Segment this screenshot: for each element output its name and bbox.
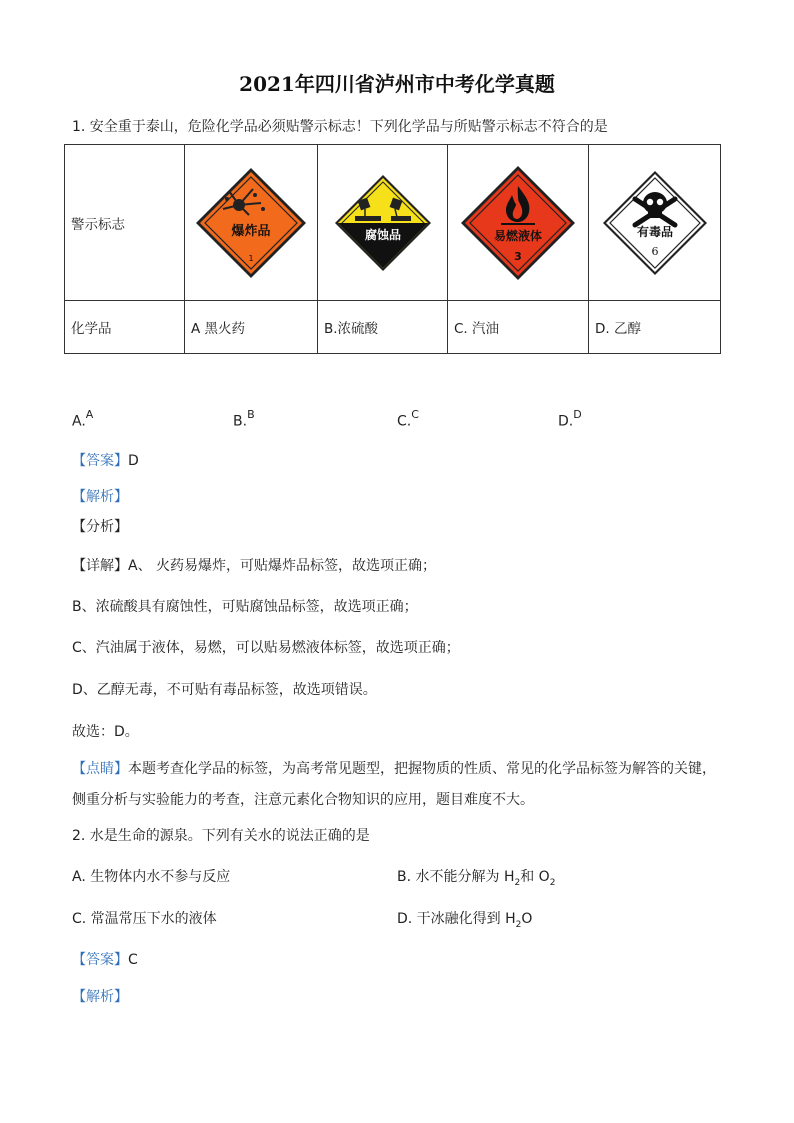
sign-label: 易燃液体 [493, 228, 543, 243]
q1-comment-2: 侧重分析与实验能力的考查，注意元素化合物知识的应用，题目难度不大。 [72, 792, 534, 808]
q1-option-b: B.$^B$ [233, 408, 255, 430]
q2-option-b: B. 水不能分解为 $H_2$和 $O_2$ [397, 869, 556, 888]
q2-option-d: D. 干冰融化得到 $H_2O$ [397, 911, 533, 930]
page-title: 2021年四川省泸州市中考化学真题 [239, 72, 555, 96]
q1-answer: 【答案】D [72, 453, 139, 469]
sign-number: 6 [651, 244, 658, 258]
q1-comment-1: 【点睛】本题考查化学品的标签，为高考常见题型，把握物质的性质、常见的化学品标签为解答的关键， [72, 761, 716, 777]
row-header-chemical: 化学品 [65, 301, 185, 354]
question-1-stem: 1. 安全重于泰山，危险化学品必须贴警示标志！下列化学品与所贴警示标志不符合的是 [72, 119, 608, 135]
chemical-d: D. 乙醇 [589, 301, 721, 354]
q1-option-d: D.$^D$ [558, 408, 582, 430]
q1-detail-a: 【详解】A、 火药易爆炸，可贴爆炸品标签，故选项正确； [72, 558, 437, 574]
q2-answer: 【答案】C [72, 952, 138, 968]
sign-cell-flammable-liquid [448, 145, 589, 301]
sign-number: 3 [514, 249, 522, 263]
q1-detail-c: C、汽油属于液体，易燃，可以贴易燃液体标签，故选项正确； [72, 640, 460, 656]
q1-analysis-heading: 【解析】 [72, 489, 128, 505]
corrosive-icon [333, 173, 433, 273]
row-header-warning-sign: 警示标志 [65, 145, 185, 301]
q2-analysis-heading: 【解析】 [72, 989, 128, 1005]
chemical-b: B.浓硫酸 [318, 301, 448, 354]
sign-label: 有毒品 [636, 224, 673, 239]
question-2-stem: 2. 水是生命的源泉。下列有关水的说法正确的是 [72, 828, 370, 844]
q1-fenxi-heading: 【分析】 [72, 519, 128, 535]
q1-detail-d: D、乙醇无毒，不可贴有毒品标签，故选项错误。 [72, 682, 377, 698]
chemical-c: C. 汽油 [448, 301, 589, 354]
sign-label: 爆炸品 [231, 223, 271, 239]
sign-cell-explosive [185, 145, 318, 301]
flame-icon [459, 164, 577, 282]
hazard-sign-table [64, 144, 721, 354]
q2-option-c: C. 常温常压下水的液体 [72, 911, 217, 927]
sign-cell-toxic [589, 145, 721, 301]
chemical-a: A 黑火药 [185, 301, 318, 354]
sign-number: 1 [248, 253, 254, 263]
skull-icon [601, 169, 709, 277]
explosion-icon [193, 165, 309, 281]
q2-option-a: A. 生物体内水不参与反应 [72, 869, 231, 885]
q1-detail-b: B、浓硫酸具有腐蚀性，可贴腐蚀品标签，故选项正确； [72, 599, 418, 615]
sign-cell-corrosive [318, 145, 448, 301]
q1-choose: 故选：D。 [72, 724, 139, 740]
q1-option-a: A.$^A$ [72, 408, 94, 430]
sign-label: 腐蚀品 [364, 227, 401, 242]
q1-option-c: C.$^C$ [397, 408, 419, 430]
